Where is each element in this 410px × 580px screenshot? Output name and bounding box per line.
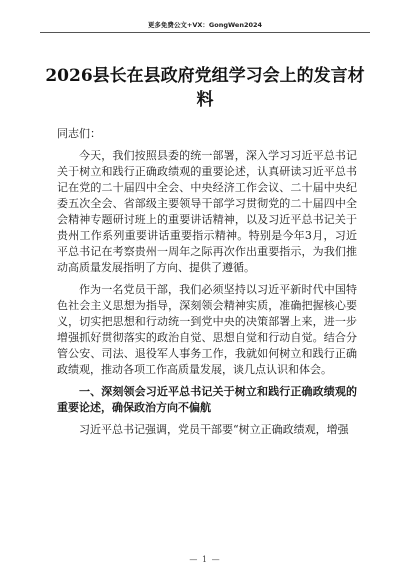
salutation: 同志们： [57, 127, 101, 140]
document-body [57, 126, 357, 444]
paragraph-2: 作为一名党员干部，我们必须坚持以习近平新时代中国特色社会主义思想为指导，深刻领会精神实质，准确把握核心要义，切实把思想和行动统一到党中央的决策部署上来，进一步增强抓好贯彻落实的政治自觉、思想自觉和行动自觉。结合分管公安、司法、退役军人事务工作，我就如何树立和践行正确政绩观，推动各项工作高质量发展，谈几点认识和体会。 [57, 283, 357, 376]
paragraph-3: 习近平总书记强调，党员干部要“树立正确政绩观，增强 [79, 423, 349, 436]
header-note: 更多免费公文+VX：GongWen2024 [147, 21, 263, 29]
page-number: — 1 — [189, 555, 221, 564]
section-heading-1: 一、深刻领会习近平总书记关于树立和践行正确政绩观的重要论述，确保政治方向不偏航 [57, 385, 357, 414]
header-divider [40, 32, 370, 33]
paragraph-1: 今天，我们按照县委的统一部署，深入学习习近平总书记关于树立和践行正确政绩观的重要论述，认真研读习近平总书记在党的二十届四中全会、中央经济工作会议、二十届中央纪委五次全会、省部级主要领导干部学习贯彻党的二十届四中全会精神专题研讨班上的重要讲话精神，以及习近平总书记关于贵州工作系列重要讲话重要指示精神。特别是今年3月，习近平总书记在考察贵州一周年之际再次作出重要指示，为我们推动高质量发展指明了方向、提供了遵循。 [57, 149, 357, 274]
document-title: 2026县长在县政府党组学习会上的发言材料 [45, 66, 365, 110]
